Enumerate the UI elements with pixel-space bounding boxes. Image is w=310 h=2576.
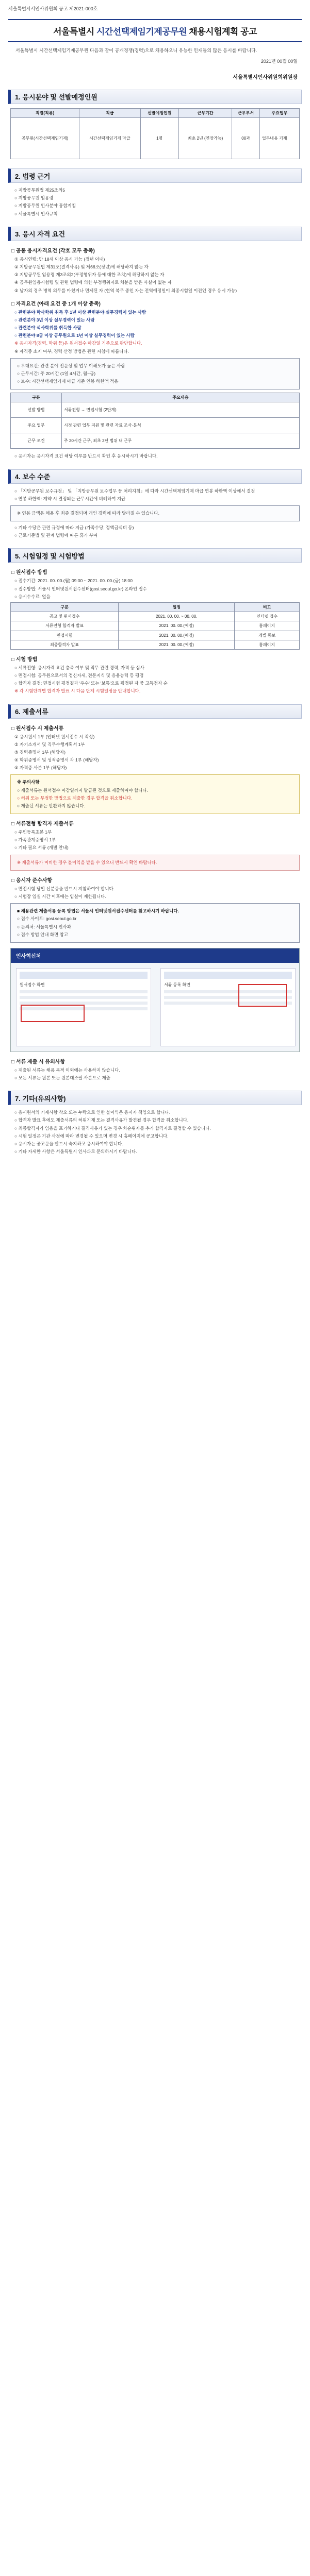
list-item: ○ 관련분야 학사학위 취득 후 1년 이상 관련분야 실무경력이 있는 사람 bbox=[14, 309, 146, 315]
table-row bbox=[11, 433, 300, 449]
td: 서류전형 → 면접시험 (2단계) bbox=[62, 402, 300, 418]
note: ○ 응시자는 응시자격 요건 해당 여부를 반드시 확인 후 응시하시기 바랍니다. bbox=[14, 453, 158, 459]
td: 1명 bbox=[140, 118, 178, 159]
paragraph: ○ 「지방공무원 보수규정」 및 「지방공무원 보수업무 등 처리지침」에 따라 시간선택제임기제 마급 연봉 하한액 이상에서 결정 bbox=[14, 488, 255, 494]
td: 서류전형 합격자 발표 bbox=[11, 621, 119, 631]
list-item: ○ 면접시험 당일 신분증을 반드시 지참하여야 합니다. bbox=[14, 886, 115, 891]
table-row bbox=[11, 640, 300, 649]
list-item: ○ 지방공무원 인사분야 통합지침 bbox=[14, 203, 76, 209]
section-title: 1. 응시분야 및 선발예정인원 bbox=[15, 93, 97, 101]
subsection-title: □ 서류 제출 시 유의사항 bbox=[11, 1059, 66, 1065]
td: 2021. 00. 00. ~ 00. 00. bbox=[119, 612, 235, 621]
highlight-box bbox=[21, 1005, 85, 1022]
th: 주요내용 bbox=[62, 393, 300, 402]
th: 비고 bbox=[235, 602, 300, 612]
list-item: ○ 관련분야 3년 이상 실무경력이 있는 사람 bbox=[14, 317, 95, 323]
screenshot-header: 인사혁신처 bbox=[11, 948, 299, 963]
list-item: ○ 우대요건: 관련 분야 전문성 및 업무 이해도가 높은 사람 bbox=[17, 363, 125, 368]
list-item: ○ 면접시험: 공무원으로서의 정신자세, 전문지식 및 응용능력 등 평정 bbox=[14, 673, 144, 679]
list-item: ○ 응시수수료: 없음 bbox=[14, 594, 51, 599]
guide-box bbox=[10, 903, 300, 943]
notice-number: 서울특별시서인사위원회 공고 제2021-000호 bbox=[8, 6, 98, 11]
list-item: ○ 보수: 시간선택제임기제 마급 기준 연봉 하한액 적용 bbox=[17, 379, 119, 384]
caution-title: ※ 주의사항 bbox=[17, 779, 40, 785]
td: 인터넷 접수 bbox=[235, 612, 300, 621]
list-item: ③ 지방공무원 임용령 제3조의2(부정행위자 등에 대한 조치)에 해당하지 않는 자 bbox=[14, 272, 165, 278]
section-title: 4. 보수 수준 bbox=[15, 473, 51, 481]
list-item: ○ 관련분야 8급 이상 공무원으로 1년 이상 실무경력이 있는 사람 bbox=[14, 333, 135, 338]
section-6-header bbox=[8, 704, 302, 719]
td: 최초 2년 (연장가능) bbox=[178, 118, 232, 159]
paragraph: ○ 기타 수당은 관련 규정에 따라 지급 (가족수당, 정액급식비 등) bbox=[14, 525, 134, 531]
th: 일정 bbox=[119, 602, 235, 612]
panel-caption: 원서접수 화면 bbox=[20, 982, 45, 987]
list-item: ② 지방공무원법 제31조(결격사유) 및 제66조(정년)에 해당하지 않는 자 bbox=[14, 264, 149, 269]
table-header-row bbox=[11, 602, 300, 612]
subsection-title: □ 서류전형 합격자 제출서류 bbox=[11, 821, 74, 827]
th: 근무부서 bbox=[232, 108, 259, 117]
paragraph: ○ 연봉 하한액: 계약 시 결정되는 근무시간에 비례하여 지급 bbox=[14, 496, 126, 501]
td: 근무 조건 bbox=[11, 433, 62, 449]
list-item: ○ 시험장 입실 시간 이후에는 입실이 제한됩니다. bbox=[14, 893, 106, 899]
salary-box bbox=[10, 505, 300, 521]
issuing-org: 서울특별시인사위원회위원장 bbox=[233, 74, 298, 80]
list-item: ② 자기소개서 및 직무수행계획서 1부 bbox=[14, 741, 85, 747]
th: 구분 bbox=[11, 602, 119, 612]
info-box bbox=[10, 358, 300, 390]
list-item: ○ 합격자 결정: 면접시험 평정결과 '우수' 또는 '보통'으로 평정된 자 중 고득점자 순 bbox=[14, 681, 168, 686]
section-7-header bbox=[8, 1091, 302, 1105]
th: 주요업무 bbox=[259, 108, 299, 117]
list-item: ○ 접수 사이트: gosi.seoul.go.kr bbox=[17, 916, 77, 922]
table-row bbox=[11, 118, 300, 159]
list-item: ○ 모든 서류는 원본 또는 원본대조필 사본으로 제출 bbox=[14, 1075, 110, 1081]
paragraph: ○ 근로기준법 및 관계 법령에 따른 휴가 부여 bbox=[14, 533, 98, 538]
mock-line bbox=[20, 990, 148, 993]
list-item: ○ 제출된 서류는 채용 목적 이외에는 사용하지 않습니다. bbox=[14, 1067, 120, 1073]
td: 홈페이지 bbox=[235, 640, 300, 649]
td: 면접시험 bbox=[11, 631, 119, 640]
td: 업무내용 기재 bbox=[259, 118, 299, 159]
mock-line bbox=[20, 996, 148, 999]
table-row bbox=[11, 418, 300, 433]
list-item: ○ 지방공무원법 제25조의5 bbox=[14, 188, 65, 193]
list-item: ○ 관련분야 석사학위를 취득한 사람 bbox=[14, 325, 81, 331]
table-header-row bbox=[11, 108, 300, 117]
list-item: ○ 주민등록초본 1부 bbox=[14, 829, 52, 835]
screenshot-left-panel bbox=[16, 968, 151, 1046]
list-item: ○ 제출서류는 원서접수 마감일까지 발급된 것으로 제출하여야 합니다. bbox=[17, 787, 148, 793]
list-item: ○ 지방공무원 임용령 bbox=[14, 195, 54, 201]
list-item: ○ 시험 일정은 기관 사정에 따라 변경될 수 있으며 변경 시 홈페이지에 공고합니다. bbox=[14, 1133, 169, 1139]
positions-table bbox=[10, 108, 300, 159]
list-item: ⑤ 남자의 경우 병역 의무를 마쳤거나 면제된 자 (현역 복무 중인 자는 전역예정일이 최종시험일 이전인 경우 응시 가능) bbox=[14, 287, 237, 293]
th: 구분 bbox=[11, 393, 62, 402]
list-item: ○ 문의처: 서울특별시 인사과 bbox=[17, 924, 71, 929]
list-item: ○ 접수기간: 2021. 00. 00.(월) 09:00 ~ 2021. 00. 00.(금) 18:00 bbox=[14, 578, 133, 584]
list-item: ③ 경력증명서 1부 (해당자) bbox=[14, 749, 66, 755]
section-5-header bbox=[8, 548, 302, 563]
list-item: ○ 기타 필요 서류 (개별 안내) bbox=[14, 845, 69, 851]
section-1-header bbox=[8, 90, 302, 104]
list-item: ○ 서울특별시 인사규칙 bbox=[14, 211, 58, 216]
section-4-header bbox=[8, 469, 302, 484]
list-item: ○ 서류전형: 응시자격 요건 충족 여부 및 직무 관련 경력, 자격 등 심사 bbox=[14, 665, 144, 670]
list-item: ○ 합격자 발표 후에도 제출서류의 허위기재 또는 결격사유가 발견될 경우 합격을 취소합니다. bbox=[14, 1117, 189, 1123]
list-item: ○ 기타 자세한 사항은 서울특별시 인사과로 문의하시기 바랍니다. bbox=[14, 1149, 137, 1155]
notice-date: 2021년 00월 00일 bbox=[260, 58, 298, 64]
note: ※ 연봉 금액은 채용 후 최종 결정되며 개인 경력에 따라 달라질 수 있습니다. bbox=[17, 510, 159, 516]
list-item: ○ 가족관계증명서 1부 bbox=[14, 837, 56, 843]
subsection-title: □ 응시자 준수사항 bbox=[11, 877, 53, 884]
list-item: ○ 응시자는 공고문을 반드시 숙지하고 응시하여야 합니다. bbox=[14, 1141, 123, 1146]
section-2-header bbox=[8, 168, 302, 183]
table-row bbox=[11, 612, 300, 621]
site-screenshot bbox=[10, 948, 300, 1052]
screenshot-right-panel bbox=[160, 968, 296, 1046]
td: 공고 및 원서접수 bbox=[11, 612, 119, 621]
page-title bbox=[8, 24, 302, 37]
td: 최종합격자 발표 bbox=[11, 640, 119, 649]
td: 2021. 00. 00.(예정) bbox=[119, 640, 235, 649]
section-3-header bbox=[8, 227, 302, 241]
list-item: ④ 학위증명서 및 성적증명서 각 1부 (해당자) bbox=[14, 757, 99, 763]
list-item: ○ 접수 방법 안내 화면 참고 bbox=[17, 931, 69, 937]
notice-document bbox=[5, 0, 305, 1155]
list-item: ○ 제출된 서류는 반환하지 않습니다. bbox=[17, 803, 85, 808]
section-title: 6. 제출서류 bbox=[15, 708, 48, 716]
list-item: ○ 응시원서의 기재사항 착오 또는 누락으로 인한 불이익은 응시자 책임으로 합니다. bbox=[14, 1110, 171, 1115]
note: ※ 각 시험단계별 합격자 발표 시 다음 단계 시험일정을 안내합니다. bbox=[14, 688, 141, 694]
td: 홈페이지 bbox=[235, 621, 300, 631]
section-title: 3. 응시 자격 요건 bbox=[15, 230, 66, 239]
subsection-title: □ 원서접수 시 제출서류 bbox=[11, 725, 64, 732]
title-highlight: 시간선택제임기제공무원 bbox=[96, 27, 187, 37]
td: 2021. 00. 00.(예정) bbox=[119, 621, 235, 631]
section-title: 2. 법령 근거 bbox=[15, 172, 51, 180]
td: 주요 업무 bbox=[11, 418, 62, 433]
th: 근무기간 bbox=[178, 108, 232, 117]
table-row bbox=[11, 621, 300, 631]
subsection-title: □ 시험 방법 bbox=[11, 656, 38, 663]
intro-text: 서울특별시 시간선택제임기제공무원 다음과 같이 공개경쟁(경력)으로 채용하오니 유능한 인재들의 많은 응시를 바랍니다. bbox=[15, 48, 257, 53]
td: 시간선택제임기제 마급 bbox=[79, 118, 141, 159]
subsection-title: □ 자격요건 (아래 요건 중 1개 이상 충족) bbox=[11, 301, 101, 307]
mock-bar bbox=[20, 972, 148, 979]
td: 주 20시간 근무, 최초 2년 범위 내 근무 bbox=[62, 433, 300, 449]
schedule-table bbox=[10, 602, 300, 650]
th: 직급 bbox=[79, 108, 141, 117]
warning-box bbox=[10, 855, 300, 871]
caution-box bbox=[10, 774, 300, 814]
list-item: ○ 최종합격자가 임용을 포기하거나 결격사유가 있는 경우 차순위자를 추가 합격자로 결정할 수 있습니다. bbox=[14, 1125, 211, 1131]
mock-bar bbox=[164, 972, 292, 979]
td: 2021. 00. 00.(예정) bbox=[119, 631, 235, 640]
list-item: ① 응시원서 1부 (인터넷 원서접수 시 작성) bbox=[14, 734, 95, 739]
td: 시정 관련 업무 지원 및 관련 자료 조사·분석 bbox=[62, 418, 300, 433]
td: 선발 방법 bbox=[11, 402, 62, 418]
title-part: 서울특별시 bbox=[53, 27, 96, 37]
highlight-box bbox=[238, 984, 287, 1007]
td: 공무원(시간선택제임기제) bbox=[11, 118, 79, 159]
selection-table bbox=[10, 393, 300, 449]
note: ※ 자격증 소지 여부, 경력 산정 방법은 관련 지침에 따릅니다. bbox=[14, 348, 129, 354]
subsection-title: □ 공통 응시자격요건 (각호 모두 충족) bbox=[11, 248, 95, 254]
table-row bbox=[11, 402, 300, 418]
section-title: 7. 기타(유의사항) bbox=[15, 1094, 66, 1103]
th: 선발예정인원 bbox=[140, 108, 178, 117]
subsection-title: □ 원서접수 방법 bbox=[11, 570, 47, 576]
th: 직렬(직류) bbox=[11, 108, 79, 117]
list-item: ○ 근무시간: 주 20시간 (1일 4시간, 월~금) bbox=[17, 370, 96, 376]
title-part: 채용시험계획 공고 bbox=[187, 27, 257, 37]
list-item: ○ 접수방법: 서울시 인터넷원서접수센터(gosi.seoul.go.kr) 온라인 접수 bbox=[14, 586, 147, 591]
panel-caption: 서류 등록 화면 bbox=[164, 982, 190, 987]
list-item: ① 응시연령: 만 18세 이상 응시 가능 (정년 이내) bbox=[14, 256, 105, 262]
table-row bbox=[11, 631, 300, 640]
list-item: ④ 공무원임용시험령 및 관련 법령에 의한 부정행위자로 처분을 받은 사실이 없는 자 bbox=[14, 280, 172, 285]
td: 00과 bbox=[232, 118, 259, 159]
table-header-row bbox=[11, 393, 300, 402]
note: ※ 응시자격(경력, 학위 등)은 원서접수 마감일 기준으로 판단합니다. bbox=[14, 341, 142, 346]
list-item: ○ 허위 또는 부정한 방법으로 제출한 경우 합격을 취소합니다. bbox=[17, 795, 133, 801]
guide-intro: ■ 채용관련 제출서류 등록 방법은 서울시 인터넷원서접수센터를 참고하시기 바랍니다. bbox=[17, 908, 179, 914]
td: 개별 통보 bbox=[235, 631, 300, 640]
title-block bbox=[8, 19, 302, 42]
section-title: 5. 시험일정 및 시험방법 bbox=[15, 552, 85, 560]
warning-text: ※ 제출서류가 미비한 경우 불이익을 받을 수 있으니 반드시 확인 바랍니다. bbox=[17, 859, 157, 865]
list-item: ⑤ 자격증 사본 1부 (해당자) bbox=[14, 765, 67, 771]
